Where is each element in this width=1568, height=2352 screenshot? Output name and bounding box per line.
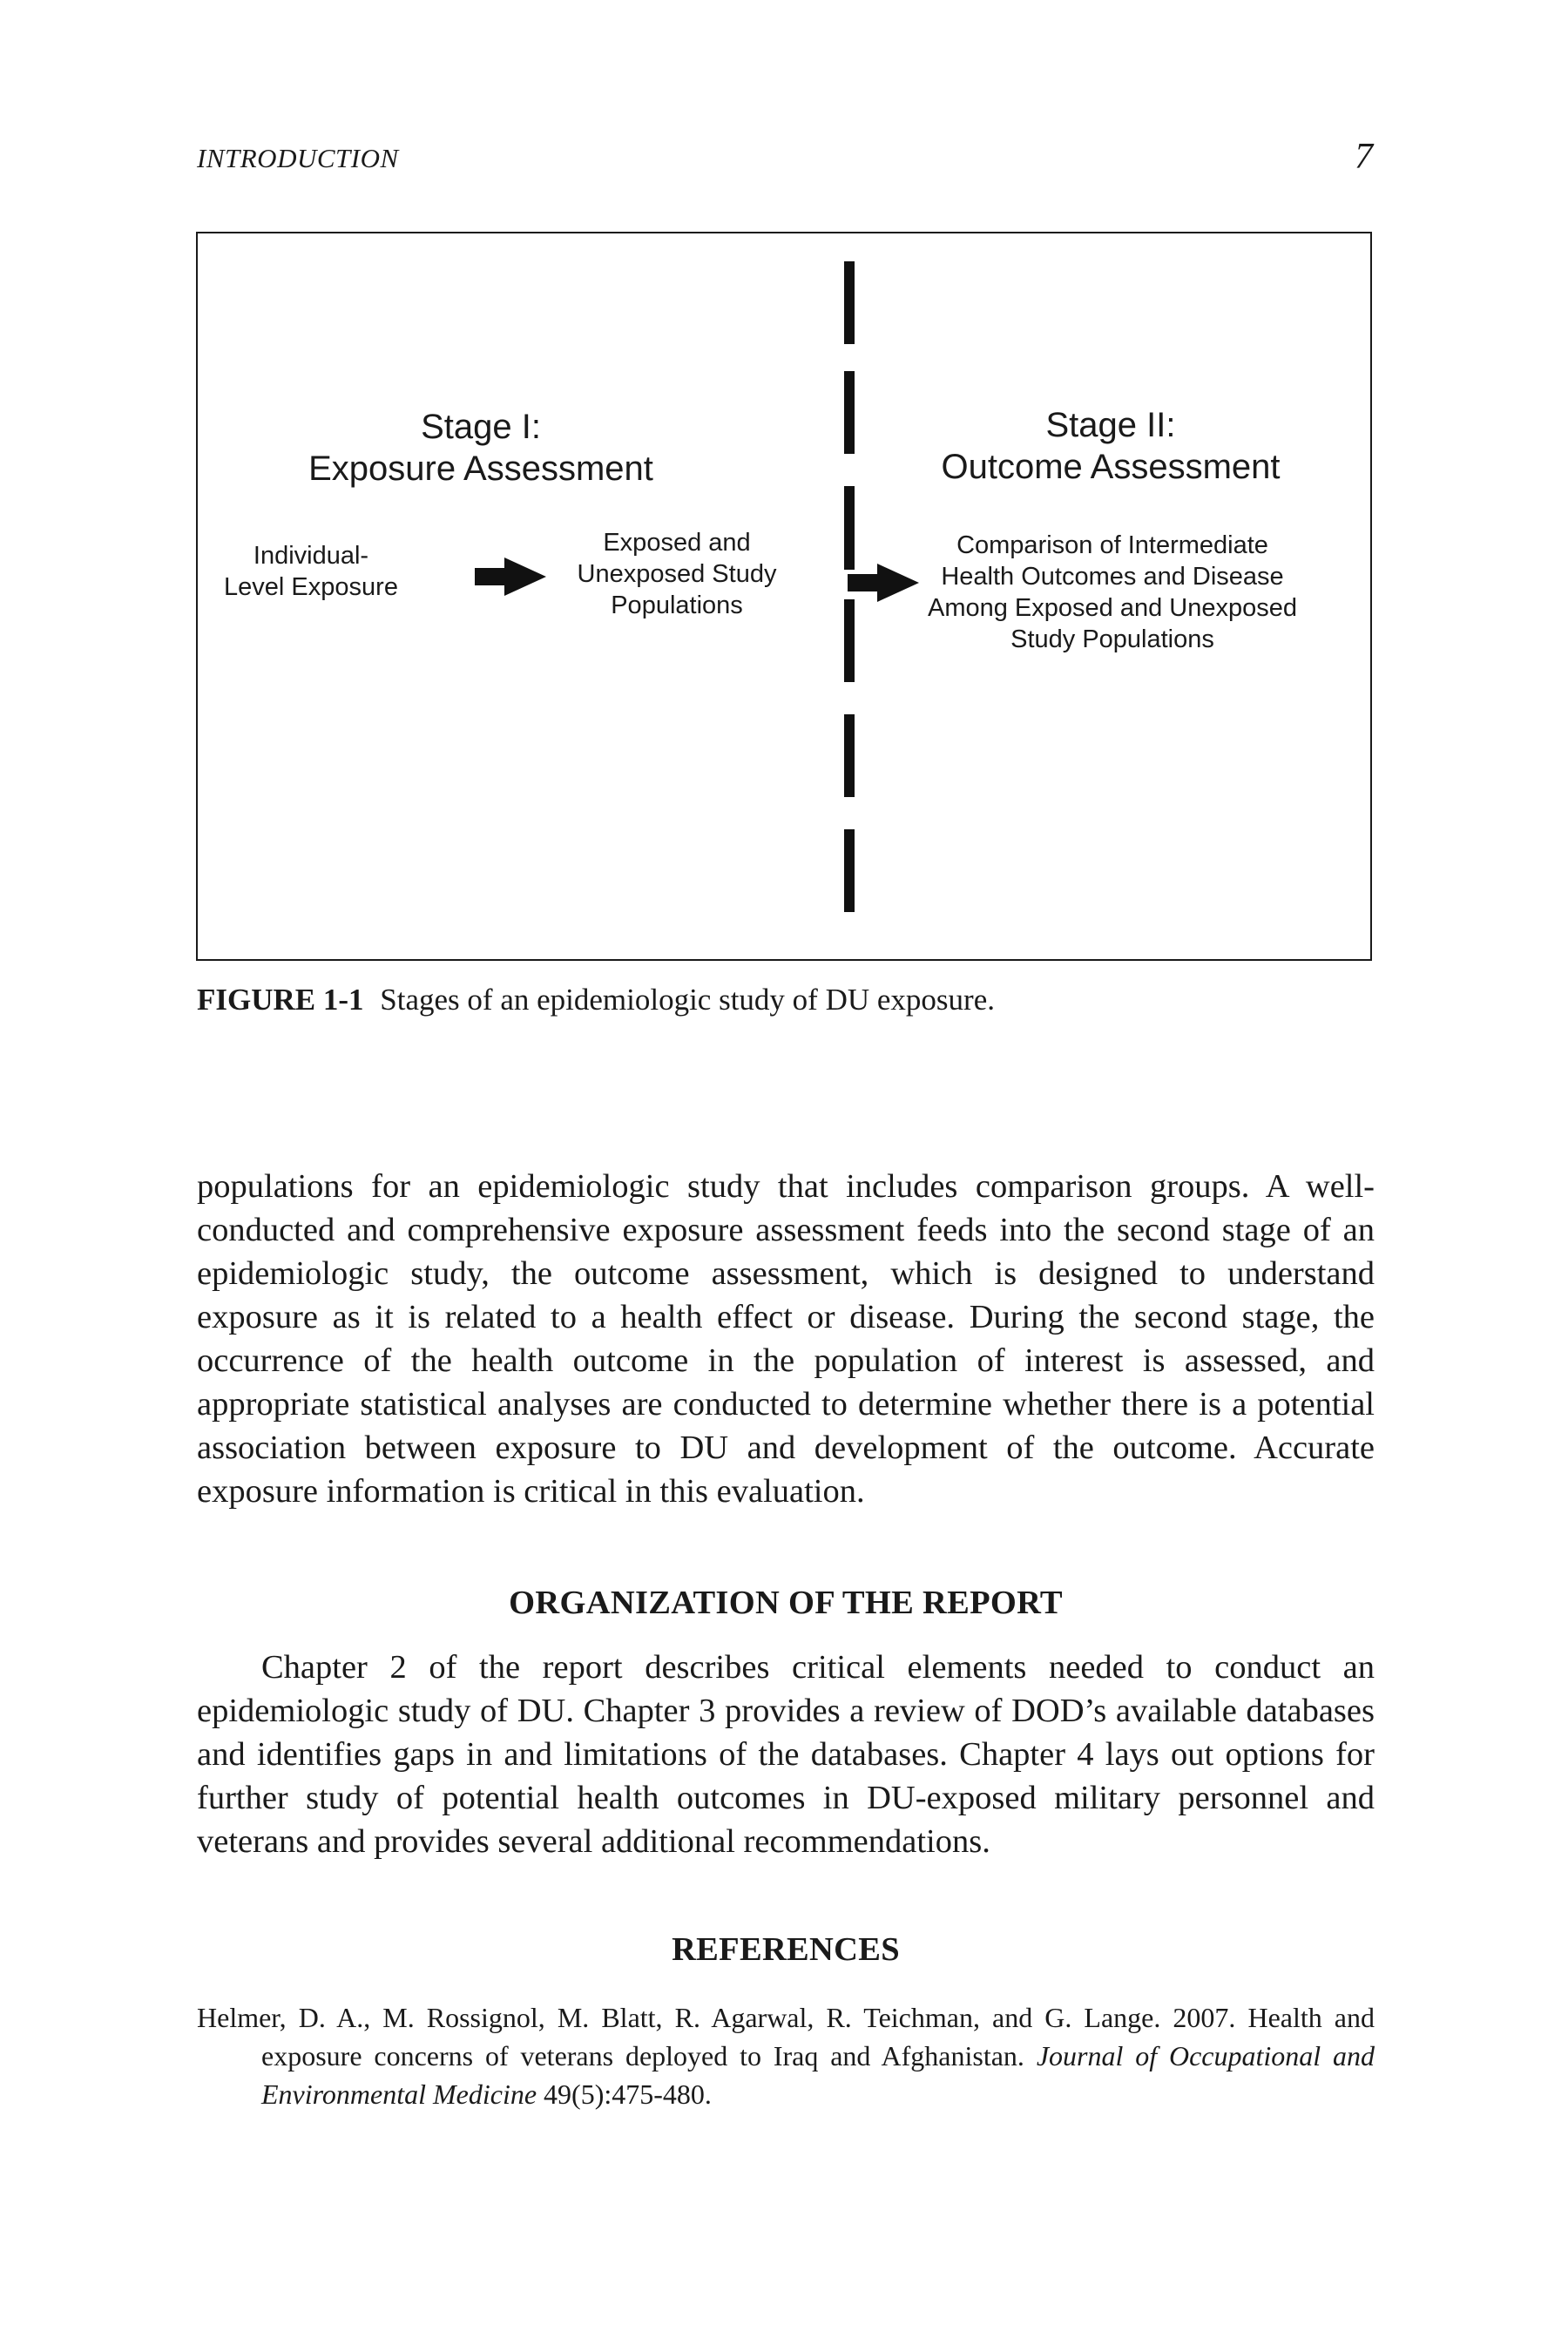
figure-caption-label: FIGURE 1-1 [197, 983, 364, 1017]
references-heading: REFERENCES [672, 1931, 900, 1968]
exposed-populations-line3: Populations [611, 591, 743, 619]
page-number: 7 [1355, 137, 1373, 177]
exposed-populations-label [546, 527, 808, 621]
individual-exposure-label [215, 540, 407, 603]
stage1-title [272, 406, 690, 490]
body-paragraph: populations for an epidemiologic study that includes comparison groups. A well-conducted and comprehensive exposure assessment feeds into the second stage of an epidemiologic study, the outcome assessment, which is designed to understand exposure as it is related to a health effect or disease. During the second stage, the occurrence of the health outcome in the population of interest is assessed, and appropriate statistical analyses are conducted to determine whether there is a potential association between exposure to DU and development of the outcome. Accurate exposure information is critical in this evaluation. [197, 1168, 1375, 1510]
divider-dash [844, 261, 855, 344]
exposed-populations-line2: Unexposed Study [577, 560, 777, 588]
running-head: INTRODUCTION [197, 143, 399, 173]
comparison-line2: Health Outcomes and Disease [941, 563, 1284, 591]
divider-dash [844, 599, 855, 682]
stage2-title-line2: Outcome Assessment [941, 448, 1281, 486]
reference-entry [197, 1998, 1375, 2113]
arrow-right-icon [475, 556, 546, 599]
stage1-title-line2: Exposure Assessment [308, 449, 653, 488]
reference-citation: 49(5):475-480. [544, 2078, 712, 2110]
comparison-label [903, 530, 1321, 655]
divider-dash [844, 486, 855, 570]
divider-dash [844, 714, 855, 797]
reference-text: Helmer, D. A., M. Rossignol, M. Blatt, R. Agarwal, R. Teichman, and G. Lange. 2007. Health and exposure concerns of veterans deployed to Iraq and Afghanistan. [197, 2002, 1375, 2072]
comparison-line1: Comparison of Intermediate [956, 531, 1268, 559]
individual-exposure-line1: Individual- [253, 542, 369, 570]
comparison-line3: Among Exposed and Unexposed [927, 594, 1297, 622]
section-heading: ORGANIZATION OF THE REPORT [509, 1585, 1063, 1621]
figure-caption [197, 983, 995, 1017]
individual-exposure-line2: Level Exposure [224, 573, 398, 601]
body-paragraph: Chapter 2 of the report describes critical elements needed to conduct an epidemiologic study of DU. Chapter 3 provides a review of DOD’s available databases and identifies gaps in and limitations of the databases. Chapter 4 lays out options for further study of potential health outcomes in DU-exposed military personnel and veterans and provides several additional recommendations. [197, 1649, 1375, 1860]
figure-caption-text: Stages of an epidemiologic study of DU exposure. [380, 983, 995, 1017]
exposed-populations-line1: Exposed and [603, 529, 751, 557]
stage2-title [902, 404, 1320, 488]
divider-dash [844, 829, 855, 912]
divider-dash [844, 371, 855, 454]
reference-journal: Journal of Occupational and Environmental Medicine [261, 2040, 1375, 2110]
stage2-title-line1: Stage II: [1045, 406, 1176, 444]
figure-diagram [196, 232, 1372, 961]
comparison-line4: Study Populations [1010, 625, 1214, 653]
stage1-title-line1: Stage I: [421, 408, 541, 446]
